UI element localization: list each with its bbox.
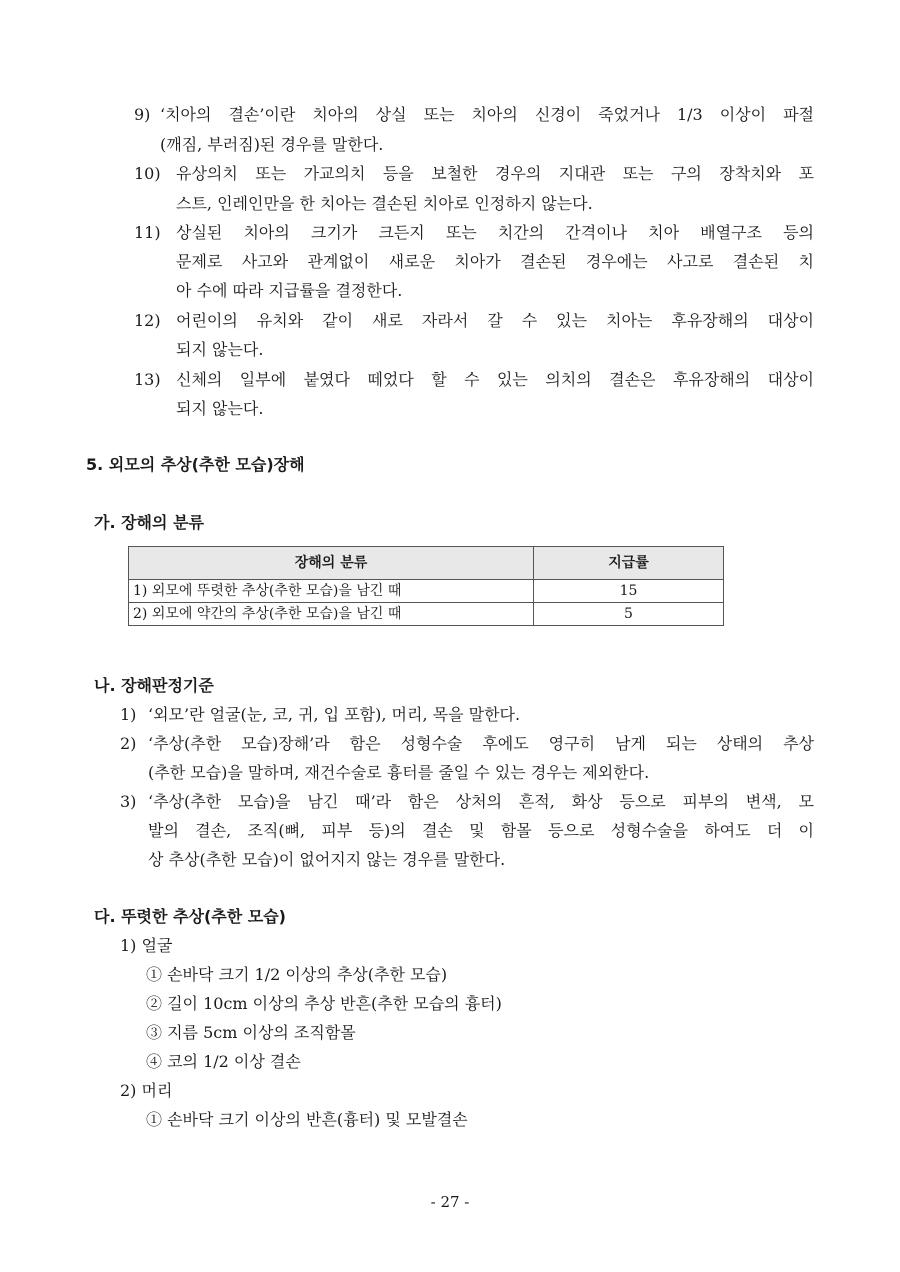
item-number: 12) <box>134 311 161 330</box>
item-number: 2) <box>120 734 137 753</box>
item-text: 아 수에 따라 지급률을 결정한다. <box>176 281 403 300</box>
subsection-heading: 나. 장해판정기준 <box>94 676 214 695</box>
table-header: 지급률 <box>534 547 724 580</box>
list-item: ① 손바닥 크기 1/2 이상의 추상(추한 모습) <box>146 965 448 984</box>
list-item: ① 손바닥 크기 이상의 반흔(흉터) 및 모발결손 <box>146 1110 468 1129</box>
item-text: ‘외모’란 얼굴(눈, 코, 귀, 입 포함), 머리, 목을 말한다. <box>148 705 521 724</box>
item-text: 되지 않는다. <box>176 340 264 359</box>
subsection-heading: 다. 뚜렷한 추상(추한 모습) <box>94 907 286 926</box>
item-number: 9) <box>134 105 151 124</box>
item-text: 어린이의 유치와 같이 새로 자라서 갈 수 있는 치아는 후유장해의 대상이 <box>176 311 814 330</box>
item-number: 13) <box>134 370 161 389</box>
subsection-heading: 가. 장해의 분류 <box>94 513 204 532</box>
item-number: 10) <box>134 164 161 183</box>
item-number: 1) <box>120 705 137 724</box>
table-cell: 15 <box>534 580 724 603</box>
item-text: 스트, 인레인만을 한 치아는 결손된 치아로 인정하지 않는다. <box>176 194 593 213</box>
item-text: 상실된 치아의 크기가 크든지 또는 치간의 간격이나 치아 배열구조 등의 <box>176 223 814 242</box>
item-text: (깨짐, 부러짐)된 경우를 말한다. <box>160 135 384 154</box>
item-text: 유상의치 또는 가교의치 등을 보철한 경우의 지대관 또는 구의 장착치와 포 <box>176 164 814 183</box>
item-text: 신체의 일부에 붙였다 떼었다 할 수 있는 의치의 결손은 후유장해의 대상이 <box>176 370 814 389</box>
item-text: (추한 모습)을 말하며, 재건수술로 흉터를 줄일 수 있는 경우는 제외한다. <box>148 763 650 782</box>
item-text: ‘치아의 결손’이란 치아의 상실 또는 치아의 신경이 죽었거나 1/3 이상이 파절 <box>160 105 814 124</box>
item-text: 발의 결손, 조직(뼈, 피부 등)의 결손 및 함몰 등으로 성형수술을 하여도 더 이 <box>148 821 814 840</box>
classification-table <box>128 546 724 626</box>
item-number: 11) <box>134 223 161 242</box>
table-cell: 1) 외모에 뚜렷한 추상(추한 모습)을 남긴 때 <box>129 580 534 603</box>
table-cell: 5 <box>534 603 724 626</box>
table-row <box>129 603 724 626</box>
face-label: 1) 얼굴 <box>120 936 173 955</box>
head-label: 2) 머리 <box>120 1081 173 1100</box>
section-heading: 5. 외모의 추상(추한 모습)장해 <box>86 455 305 474</box>
item-text: ‘추상(추한 모습)을 남긴 때’라 함은 상처의 흔적, 화상 등으로 피부의 변색, 모 <box>148 792 814 811</box>
list-item: ④ 코의 1/2 이상 결손 <box>146 1052 301 1071</box>
item-text: ‘추상(추한 모습)장해’라 함은 성형수술 후에도 영구히 남게 되는 상태의 추상 <box>148 734 814 753</box>
item-text: 되지 않는다. <box>176 399 264 418</box>
item-number: 3) <box>120 792 137 811</box>
table-cell: 2) 외모에 약간의 추상(추한 모습)을 남긴 때 <box>129 603 534 626</box>
table-header: 장해의 분류 <box>129 547 534 580</box>
item-text: 문제로 사고와 관계없이 새로운 치아가 결손된 경우에는 사고로 결손된 치 <box>176 252 814 271</box>
table-header-row <box>129 547 724 580</box>
list-item: ② 길이 10cm 이상의 추상 반흔(추한 모습의 흉터) <box>146 994 502 1013</box>
page-number: - 27 - <box>430 1193 470 1211</box>
table-row <box>129 580 724 603</box>
list-item: ③ 지름 5cm 이상의 조직함몰 <box>146 1023 356 1042</box>
item-text: 상 추상(추한 모습)이 없어지지 않는 경우를 말한다. <box>148 850 506 869</box>
